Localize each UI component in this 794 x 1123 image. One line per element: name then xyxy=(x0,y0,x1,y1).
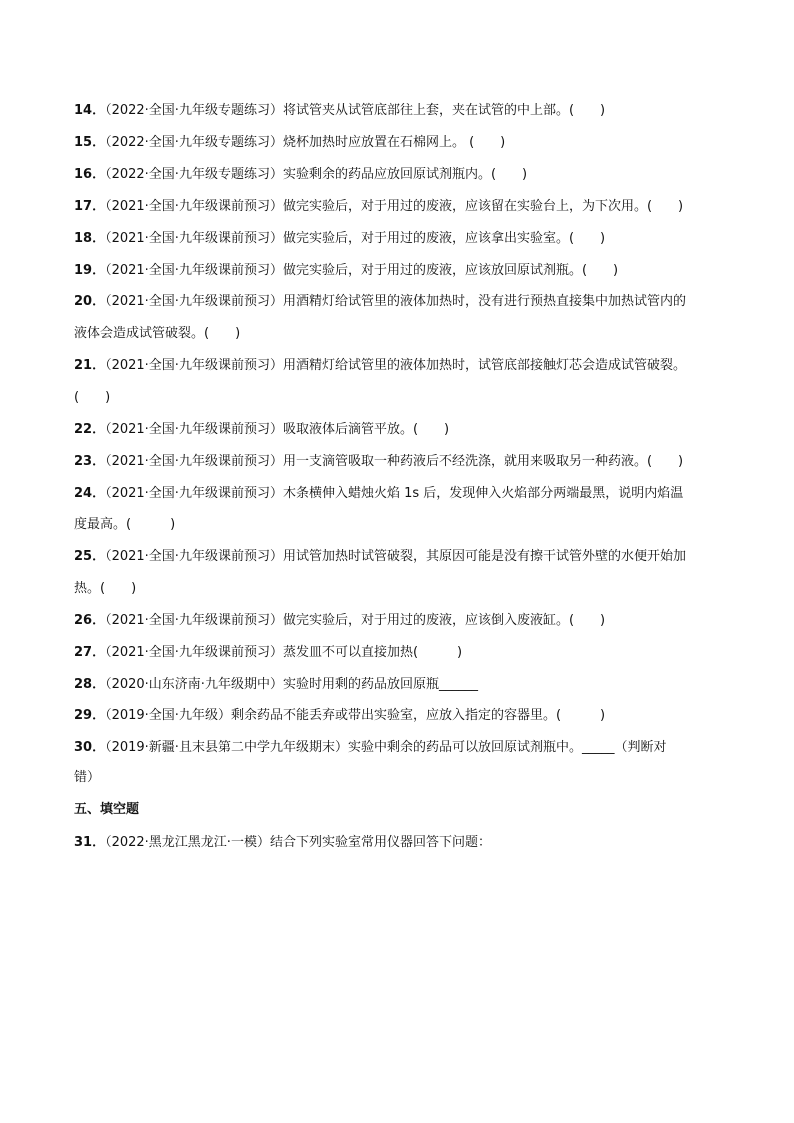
question-20: 20．（2021·全国·九年级课前预习）用酒精灯给试管里的液体加热时，没有进行预热直接集中加热试管内的 xyxy=(74,294,686,309)
question-17: 17．（2021·全国·九年级课前预习）做完实验后，对于用过的废液，应该留在实验台上，为下次用。( ) xyxy=(74,199,684,214)
question-14: 14．（2022·全国·九年级专题练习）将试管夹从试管底部往上套，夹在试管的中上部。( ) xyxy=(74,103,606,118)
question-21-continuation: ( ) xyxy=(74,390,111,405)
question-16: 16．（2022·全国·九年级专题练习）实验剩余的药品应放回原试剂瓶内。( ) xyxy=(74,167,528,182)
section-title: 五、填空题 xyxy=(74,802,140,817)
question-25: 25．（2021·全国·九年级课前预习）用试管加热时试管破裂，其原因可能是没有擦干试管外壁的水便开始加 xyxy=(74,549,686,564)
question-28: 28．（2020·山东济南·九年级期中）实验时用剩的药品放回原瓶______ xyxy=(74,677,478,692)
question-23: 23．（2021·全国·九年级课前预习）用一支滴管吸取一种药液后不经洗涤，就用来吸取另一种药液。( ) xyxy=(74,454,684,469)
question-19: 19．（2021·全国·九年级课前预习）做完实验后，对于用过的废液，应该放回原试剂瓶。( ) xyxy=(74,263,619,278)
question-22: 22．（2021·全国·九年级课前预习）吸取液体后滴管平放。( ) xyxy=(74,422,450,437)
question-15: 15．（2022·全国·九年级专题练习）烧杯加热时应放置在石棉网上。 ( ) xyxy=(74,135,506,150)
question-30: 30．（2019·新疆·且末县第二中学九年级期末）实验中剩余的药品可以放回原试剂瓶中。_____（判断对 xyxy=(74,740,667,755)
question-30-continuation: 错） xyxy=(74,770,101,785)
question-29: 29．（2019·全国·九年级）剩余药品不能丢弃或带出实验室，应放入指定的容器里。( ) xyxy=(74,708,606,723)
question-20-continuation: 液体会造成试管破裂。( ) xyxy=(74,326,241,341)
question-24: 24．（2021·全国·九年级课前预习）木条横伸入蜡烛火焰 1s 后，发现伸入火焰部分两端最黑，说明内焰温 xyxy=(74,486,684,501)
question-26: 26．（2021·全国·九年级课前预习）做完实验后，对于用过的废液，应该倒入废液缸。( ) xyxy=(74,613,606,628)
question-24-continuation: 度最高。( ) xyxy=(74,517,176,532)
question-21: 21．（2021·全国·九年级课前预习）用酒精灯给试管里的液体加热时，试管底部接触灯芯会造成试管破裂。 xyxy=(74,358,686,373)
question-18: 18．（2021·全国·九年级课前预习）做完实验后，对于用过的废液，应该拿出实验室。( ) xyxy=(74,231,606,246)
question-27: 27．（2021·全国·九年级课前预习）蒸发皿不可以直接加热( ) xyxy=(74,645,463,660)
question-25-continuation: 热。( ) xyxy=(74,581,137,596)
question-31: 31．（2022·黑龙江黑龙江·一模）结合下列实验室常用仪器回答下问题： xyxy=(74,835,491,850)
